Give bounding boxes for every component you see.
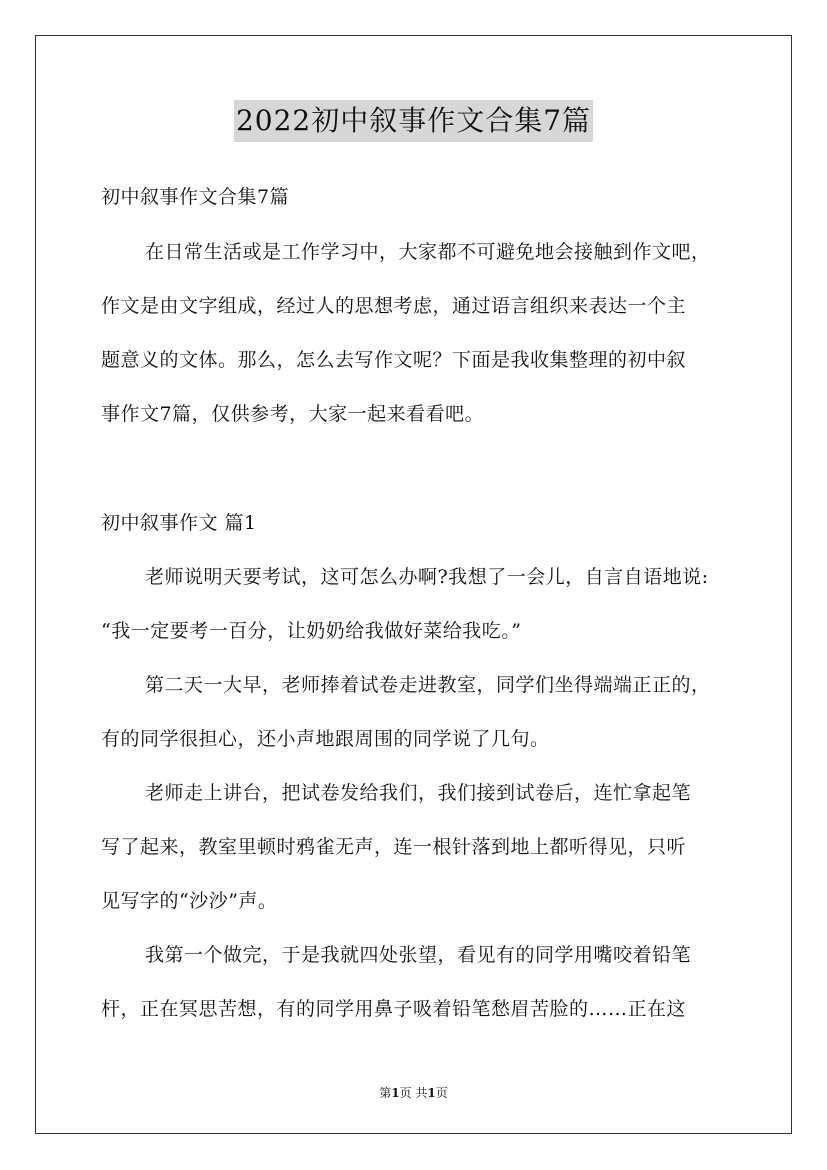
body-line: 有的同学很担心，还小声地跟周围的同学说了几句。 <box>101 728 550 750</box>
body-line: 我第一个做完，于是我就四处张望，看见有的同学用嘴咬着铅笔 <box>145 944 692 966</box>
section-heading: 初中叙事作文 篇1 <box>101 512 257 534</box>
body-line: 杆，正在冥思苦想，有的同学用鼻子吸着铅笔愁眉苦脸的……正在这 <box>101 998 687 1020</box>
intro-line: 事作文7篇，仅供参考，大家一起来看看吧。 <box>101 403 485 425</box>
page-footer <box>0 1084 827 1101</box>
page-total: 1 <box>427 1086 436 1100</box>
body-line: “我一定要考一百分，让奶奶给我做好菜给我吃。” <box>101 620 522 642</box>
body-line: 见写字的“沙沙”声。 <box>101 890 278 912</box>
intro-line: 作文是由文字组成，经过人的思想考虑，通过语言组织来表达一个主 <box>101 295 687 317</box>
body-line: 老师走上讲台，把试卷发给我们，我们接到试卷后，连忙拿起笔 <box>145 782 692 804</box>
document-title: 2022初中叙事作文合集7篇 <box>234 100 593 142</box>
body-line: 第二天一大早，老师捧着试卷走进教室，同学们坐得端端正正的， <box>145 674 711 696</box>
body-line: 写了起来，教室里顿时鸦雀无声，连一根针落到地上都听得见，只听 <box>101 836 687 858</box>
intro-line: 题意义的文体。那么，怎么去写作文呢？下面是我收集整理的初中叙 <box>101 349 687 371</box>
subtitle: 初中叙事作文合集7篇 <box>101 186 290 208</box>
intro-line: 在日常生活或是工作学习中，大家都不可避免地会接触到作文吧， <box>145 241 711 263</box>
page-number: 1 <box>391 1086 400 1100</box>
footer-suffix: 页 <box>435 1086 448 1100</box>
footer-mid: 页 共 <box>399 1086 428 1100</box>
title-wrapper <box>0 100 827 142</box>
footer-prefix: 第 <box>379 1086 392 1100</box>
body-line: 老师说明天要考试，这可怎么办啊?我想了一会儿，自言自语地说: <box>145 566 709 588</box>
